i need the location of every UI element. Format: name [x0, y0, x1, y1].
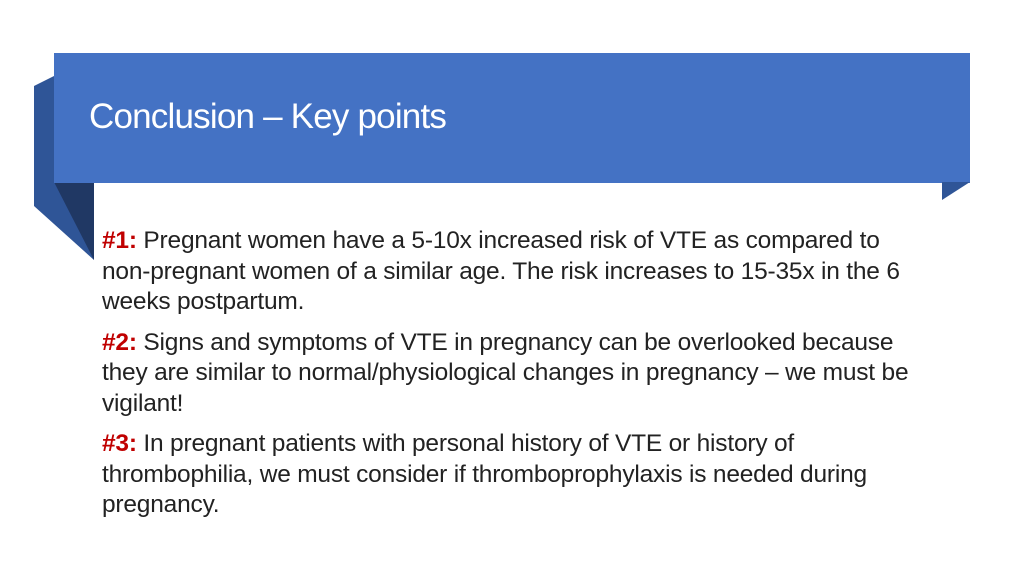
key-point-3	[102, 429, 932, 521]
key-points	[102, 226, 932, 521]
key-point-1	[102, 226, 932, 318]
key-point-2-text: Signs and symptoms of VTE in pregnancy can be overlooked because they are similar to normal/physiological changes in pregnancy – we must be vigilant!	[102, 328, 909, 417]
ribbon-right-fold	[942, 182, 970, 200]
slide-title: Conclusion – Key points	[89, 97, 447, 136]
key-point-1-label: #1:	[102, 227, 137, 254]
key-point-2	[102, 328, 932, 420]
key-point-1-text: Pregnant women have a 5-10x increased risk of VTE as compared to non-pregnant women of a similar age. The risk increases to 15-35x in the 6 weeks postpartum.	[102, 227, 900, 315]
key-point-2-label: #2:	[102, 328, 137, 356]
key-point-3-text: In pregnant patients with personal history of VTE or history of thrombophilia, we must consider if thromboprophylaxis is needed during pregnancy.	[102, 430, 867, 518]
key-point-3-label: #3:	[102, 430, 137, 457]
ribbon-right-tip	[942, 182, 970, 200]
